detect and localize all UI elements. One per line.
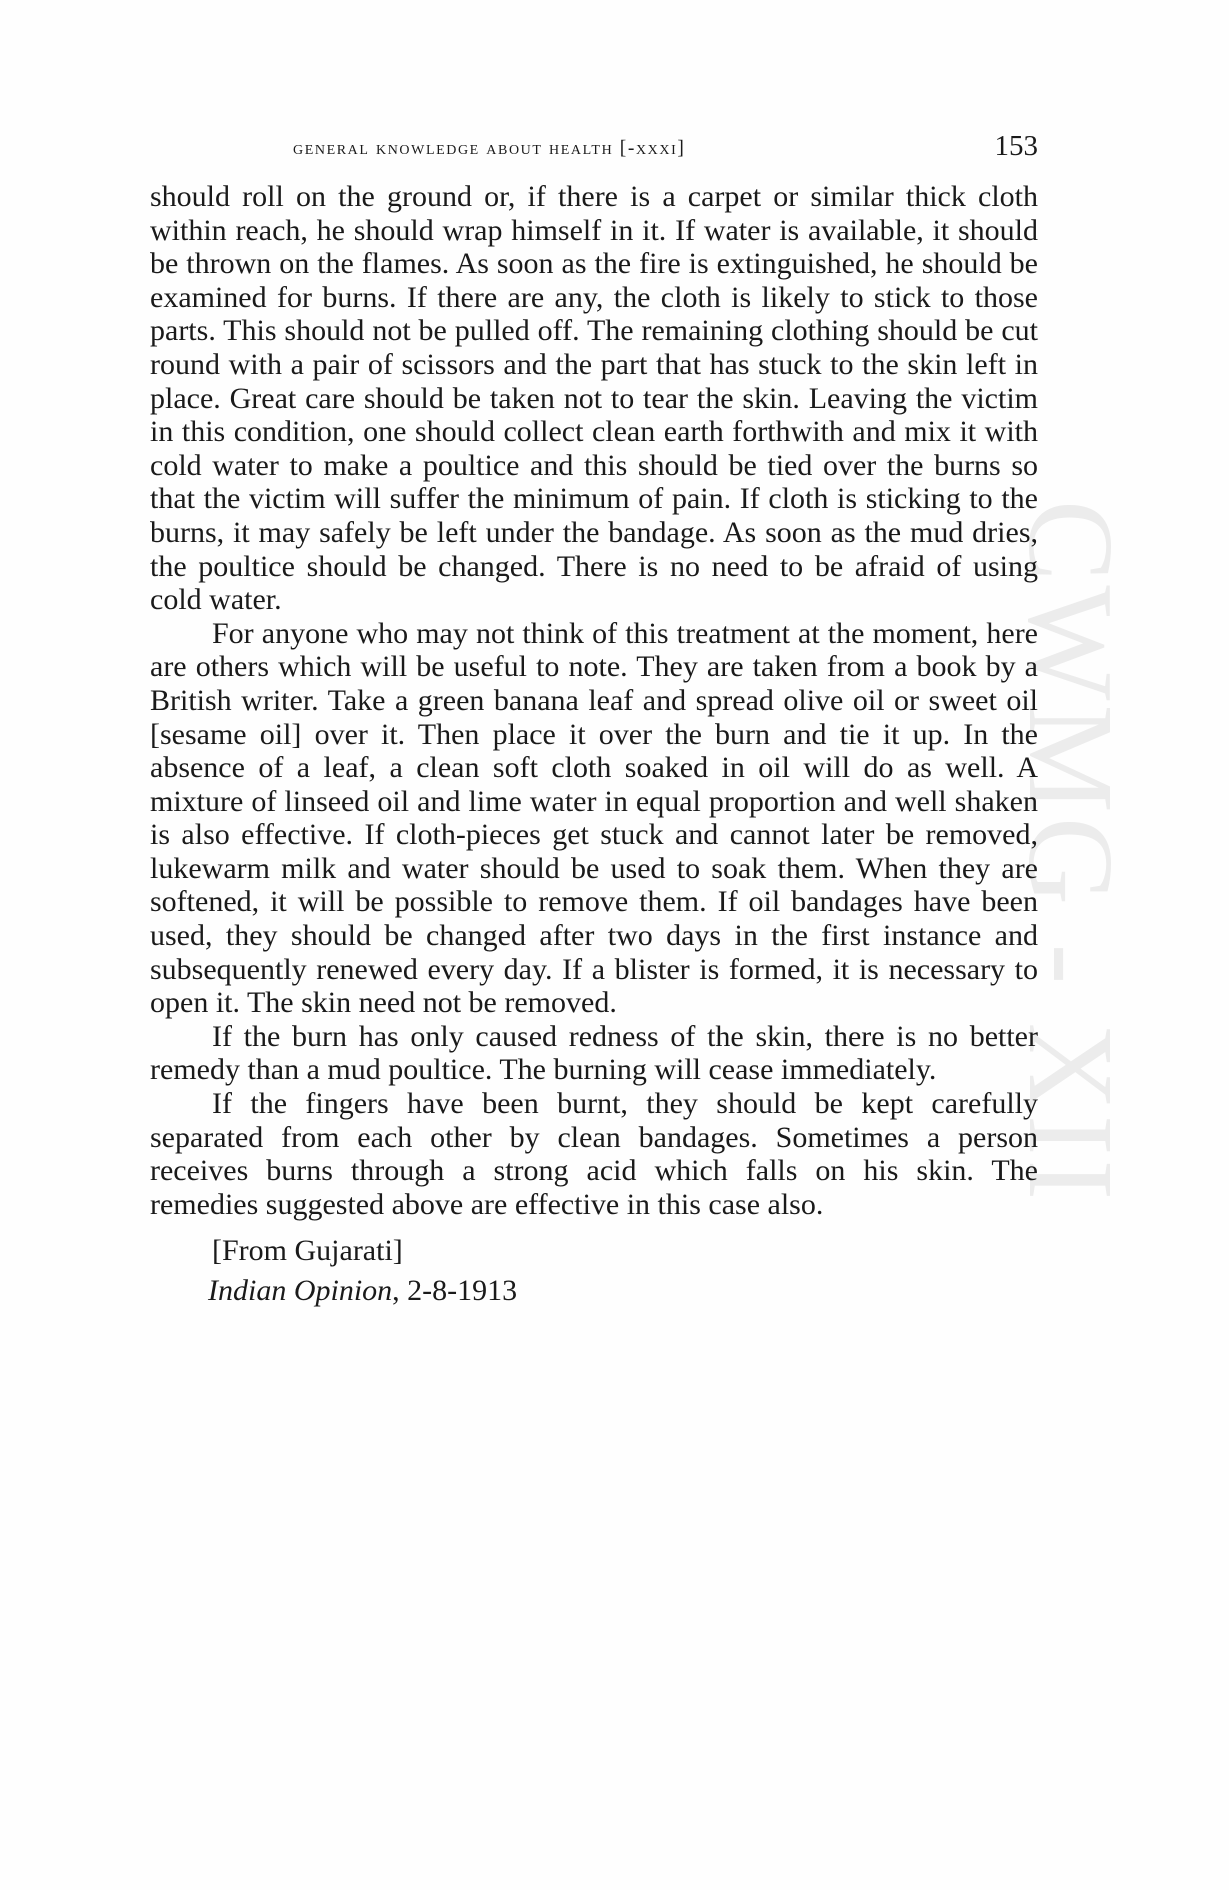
running-header: [293, 130, 1038, 166]
source-note: [From Gujarati]: [212, 1234, 403, 1268]
running-title: general knowledge about health [-xxxi]: [293, 138, 686, 159]
paragraph: For anyone who may not think of this treatment at the moment, here are others which will be useful to note. They are taken from a book by a British writer. Take a green banana leaf and spread olive oil or sweet oil [sesame oil] over it. Then place it over the burn and tie it up. In the absence of a leaf, a clean soft cloth soaked in oil will do as well. A mixture of linseed oil and lime water in equal proportion and well shaken is also effective. If cloth-pieces get stuck and cannot later be removed, lukewarm milk and water should be used to soak them. When they are softened, it will be possible to remove them. If oil bandages have been used, they should be changed after two days in the first instance and subsequently renewed every day. If a blister is formed, it is necessary to open it. The skin need not be removed.: [150, 616, 1038, 1020]
body-text: [150, 180, 1038, 1311]
page-number: 153: [994, 130, 1038, 162]
paragraph: If the fingers have been burnt, they should be kept carefully separated from each other by clean bandages. Sometimes a person receives burns through a strong acid which falls on his skin. The remedies suggested above are effective in this case also.: [150, 1087, 1038, 1221]
paragraph-continued: should roll on the ground or, if there is a carpet or similar thick cloth within reach, he should wrap himself in it. If water is available, it should be thrown on the flames. As soon as the fire is extinguished, he should be examined for burns. If there are any, the cloth is likely to stick to those parts. This should not be pulled off. The remaining clothing should be cut round with a pair of scissors and the part that has stuck to the skin left in place. Great care should be taken not to tear the skin. Leaving the victim in this condition, one should collect clean earth forthwith and mix it with cold water to make a poultice and this should be tied over the burns so that the victim will suffer the minimum of pain. If cloth is sticking to the burns, it may safely be left under the bandage. As soon as the mud dries, the poultice should be changed. There is no need to be afraid of using cold water.: [150, 180, 1038, 617]
citation-date: , 2-8-1913: [392, 1274, 518, 1308]
citation: [150, 1271, 1038, 1311]
paragraph: If the burn has only caused redness of the skin, there is no better remedy than a mud poultice. The burning will cease immediately.: [150, 1019, 1038, 1087]
citation-publication: Indian Opinion: [208, 1274, 393, 1308]
watermark-text: CWMG - XII: [1003, 500, 1138, 1205]
